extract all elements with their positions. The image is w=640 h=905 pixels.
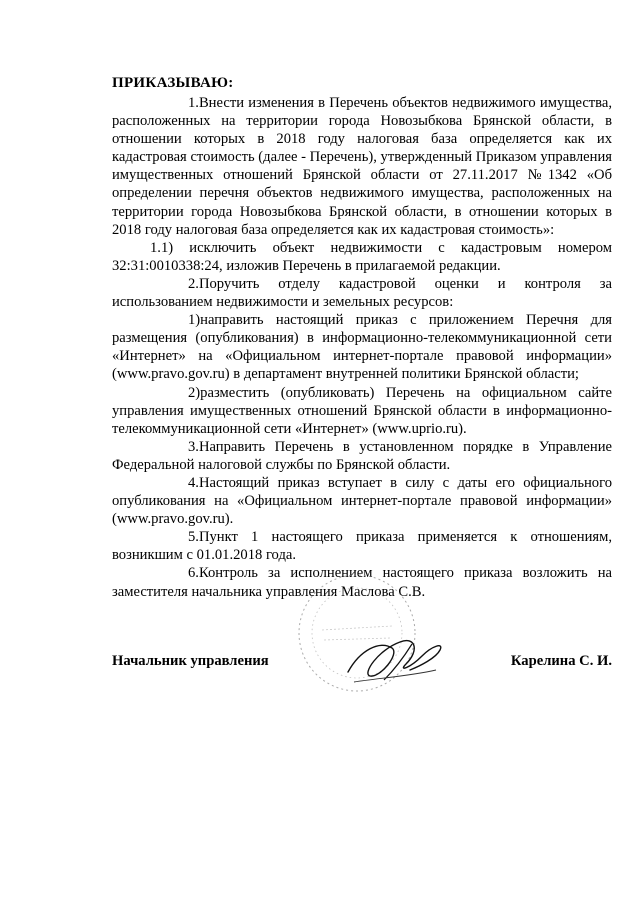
signatory-name: Карелина С. И. — [510, 653, 612, 669]
paragraph-6: 6.Контроль за исполнением настоящего приказа возложить на заместителя начальника управления Маслова С.В. — [112, 565, 612, 600]
order-heading: ПРИКАЗЫВАЮ: — [112, 75, 234, 91]
signatory-title: Начальник управления — [112, 653, 269, 669]
paragraph-4: 4.Настоящий приказ вступает в силу с даты его официального опубликования на «Официальном интернет-портале правовой информации» (www.pravo.gov.ru). — [112, 474, 612, 528]
paragraph-1: 1.Внести изменения в Перечень объектов недвижимого имущества, расположенных на территории города Новозыбкова Брянской области, в отношении которых в 2018 году налоговая база определяется как их кадастровая стоимость (далее - Перечень), утвержденный Приказом управления имущественных отношений Брянской области от 27.11.2017 №1342 «Об определении перечня объектов недвижимого имущества, расположенных на территории города Новозыбкова Брянской области, в отношении которых в 2018 году налоговая база определяется как их кадастровая стоимость»: — [112, 95, 612, 238]
paragraph-2: 2.Поручить отделу кадастровой оценки и контроля за использованием недвижимости и земельных ресурсов: — [112, 275, 612, 311]
paragraph-5: 5.Пункт 1 настоящего приказа применяется к отношениям, возникшим с 01.01.2018 года. — [112, 529, 612, 564]
paragraph-2-2: 2)разместить (опубликовать) Перечень на официальном сайте управления имущественных отношений Брянской области в информационно-телекоммуникационной сети «Интернет» (www.uprio.ru). — [112, 384, 612, 437]
signature-block — [112, 653, 612, 683]
paragraph-2-1: 1)направить настоящий приказ с приложением Перечня для размещения (опубликования) в информационно-телекоммуникационной сети «Интернет» на «Официальном интернет-портале правовой информации» (www.pravo.gov.ru) в департамент внутренней политики Брянской области; — [112, 312, 612, 383]
paragraph-1-1: 1.1) исключить объект недвижимости с кадастровым номером 32:31:0010338:24, изложив Перечень в прилагаемой редакции. — [112, 239, 612, 274]
paragraph-3: 3.Направить Перечень в установленном порядке в Управление Федеральной налоговой службы по Брянской области. — [112, 438, 612, 473]
order-body — [112, 94, 612, 601]
